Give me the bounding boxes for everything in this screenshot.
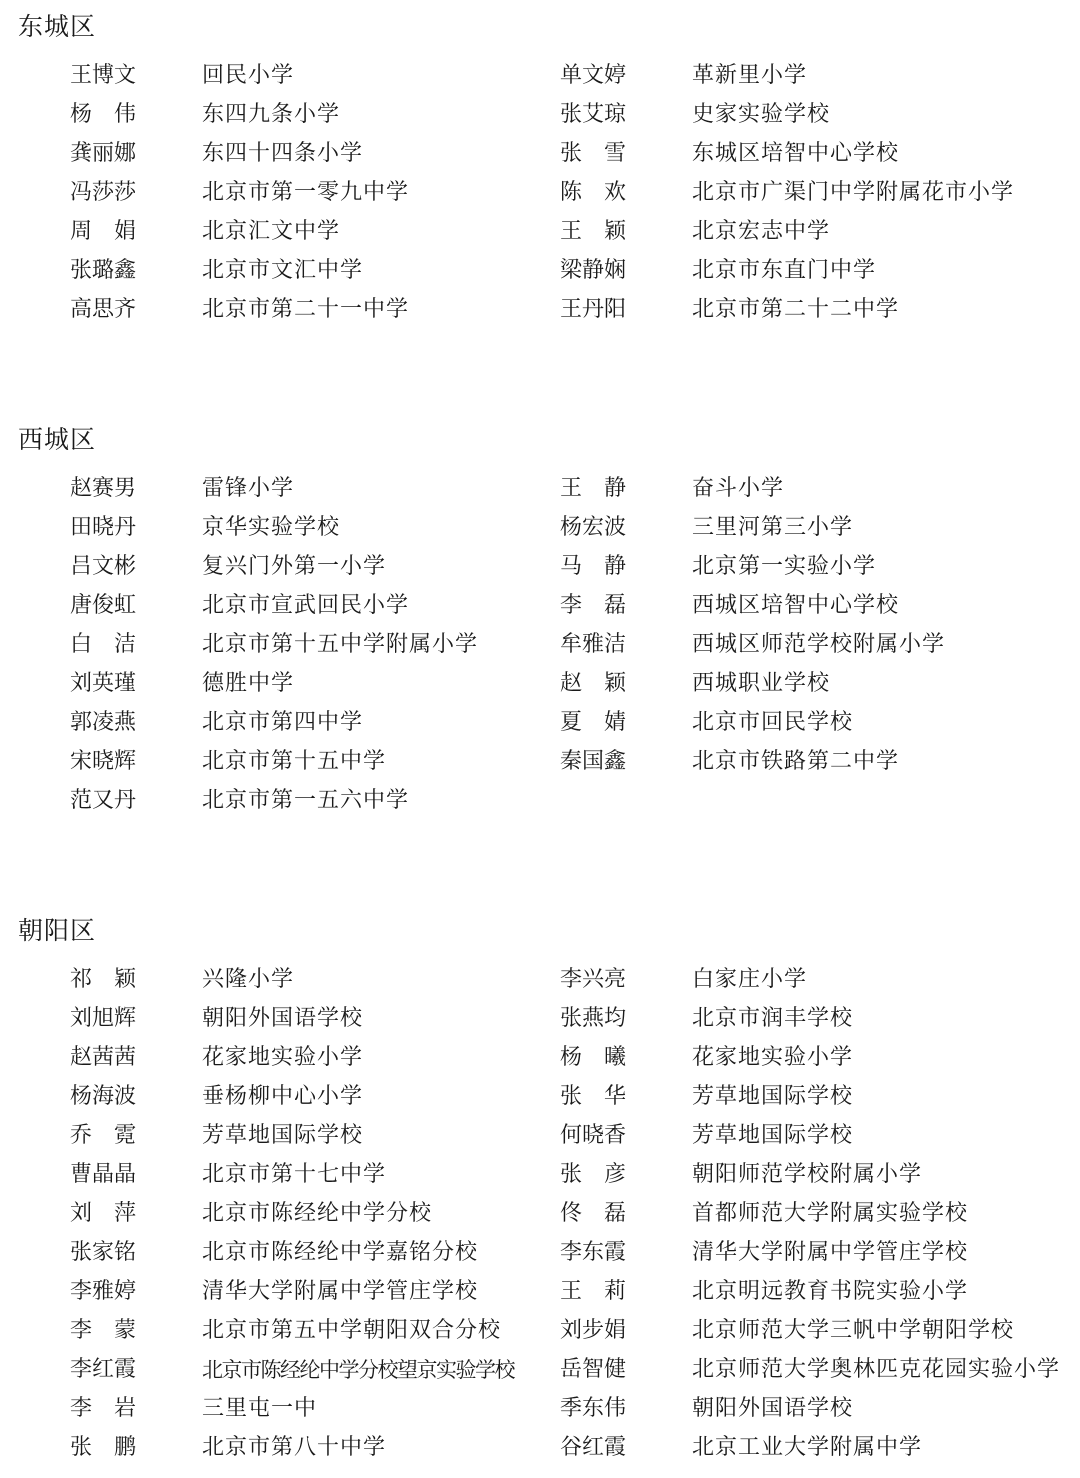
school-name: 朝阳外国语学校	[202, 1006, 364, 1031]
table-row	[0, 965, 1080, 995]
school-name: 北京市陈经纶中学分校望京实验学校	[202, 1358, 514, 1382]
teacher-name: 李 磊	[560, 593, 627, 618]
teacher-name: 张 彦	[560, 1162, 627, 1187]
teacher-name: 宋晓辉	[70, 749, 137, 774]
teacher-name: 唐俊虹	[70, 593, 137, 618]
teacher-name: 范又丹	[70, 788, 137, 813]
table-row	[0, 178, 1080, 208]
school-name: 西城职业学校	[692, 671, 831, 696]
teacher-name: 白 洁	[70, 632, 137, 657]
teacher-name: 高思齐	[70, 297, 137, 322]
school-name: 史家实验学校	[692, 102, 831, 127]
teacher-name: 杨 曦	[560, 1045, 627, 1070]
table-row	[0, 256, 1080, 286]
table-row	[0, 1394, 1080, 1424]
school-name: 北京市润丰学校	[692, 1006, 854, 1031]
school-name: 朝阳外国语学校	[692, 1396, 854, 1421]
teacher-name: 龚丽娜	[70, 141, 137, 166]
school-name: 德胜中学	[202, 671, 295, 696]
table-row	[0, 1043, 1080, 1073]
table-row	[0, 100, 1080, 130]
table-row	[0, 1238, 1080, 1268]
teacher-name: 季东伟	[560, 1396, 627, 1421]
school-name: 复兴门外第一小学	[202, 554, 387, 579]
school-name: 芳草地国际学校	[692, 1084, 854, 1109]
teacher-name: 李雅婷	[70, 1279, 137, 1304]
teacher-name: 冯莎莎	[70, 180, 137, 205]
table-row	[0, 708, 1080, 738]
school-name: 白家庄小学	[692, 967, 808, 992]
district-title: 东城区	[18, 12, 97, 41]
teacher-name: 马 静	[560, 554, 627, 579]
teacher-name: 张璐鑫	[70, 258, 137, 283]
teacher-name: 张家铭	[70, 1240, 137, 1265]
school-name: 北京市第二十一中学	[202, 297, 410, 322]
teacher-name: 张艾琼	[560, 102, 627, 127]
teacher-name: 赵赛男	[70, 476, 137, 501]
teacher-name: 单文婷	[560, 63, 627, 88]
school-name: 东城区培智中心学校	[692, 141, 900, 166]
school-name: 北京市陈经纶中学分校	[202, 1201, 433, 1226]
school-name: 西城区培智中心学校	[692, 593, 900, 618]
school-name: 北京市回民学校	[692, 710, 854, 735]
teacher-name: 刘步娟	[560, 1318, 627, 1343]
teacher-name: 刘 萍	[70, 1201, 137, 1226]
table-row	[0, 217, 1080, 247]
school-name: 北京明远教育书院实验小学	[692, 1279, 969, 1304]
school-name: 西城区师范学校附属小学	[692, 632, 946, 657]
school-name: 首都师范大学附属实验学校	[692, 1201, 969, 1226]
teacher-name: 王 静	[560, 476, 627, 501]
school-name: 兴隆小学	[202, 967, 295, 992]
teacher-name: 祁 颖	[70, 967, 137, 992]
teacher-name: 牟雅洁	[560, 632, 627, 657]
teacher-name: 田晓丹	[70, 515, 137, 540]
table-row	[0, 1121, 1080, 1151]
school-name: 北京市宣武回民小学	[202, 593, 410, 618]
teacher-name: 王 颖	[560, 219, 627, 244]
teacher-name: 周 娟	[70, 219, 137, 244]
school-name: 北京市陈经纶中学嘉铭分校	[202, 1240, 479, 1265]
teacher-name: 乔 霓	[70, 1123, 137, 1148]
teacher-name: 李东霞	[560, 1240, 627, 1265]
table-row	[0, 1160, 1080, 1190]
teacher-name: 张燕均	[560, 1006, 627, 1031]
teacher-name: 曹晶晶	[70, 1162, 137, 1187]
table-row	[0, 1082, 1080, 1112]
teacher-name: 赵 颖	[560, 671, 627, 696]
table-row	[0, 1355, 1080, 1385]
teacher-name: 岳智健	[560, 1357, 627, 1382]
teacher-name: 李 蒙	[70, 1318, 137, 1343]
teacher-name: 张 华	[560, 1084, 627, 1109]
teacher-name: 刘旭辉	[70, 1006, 137, 1031]
teacher-name: 夏 婧	[560, 710, 627, 735]
table-row	[0, 1199, 1080, 1229]
teacher-name: 赵茜茜	[70, 1045, 137, 1070]
school-name: 花家地实验小学	[692, 1045, 854, 1070]
school-name: 三里屯一中	[202, 1396, 318, 1421]
school-name: 北京市东直门中学	[692, 258, 877, 283]
teacher-name: 张 鹏	[70, 1435, 137, 1460]
school-name: 垂杨柳中心小学	[202, 1084, 364, 1109]
school-name: 朝阳师范学校附属小学	[692, 1162, 923, 1187]
school-name: 清华大学附属中学管庄学校	[692, 1240, 969, 1265]
school-name: 雷锋小学	[202, 476, 295, 501]
school-name: 三里河第三小学	[692, 515, 854, 540]
teacher-name: 张 雪	[560, 141, 627, 166]
school-name: 回民小学	[202, 63, 295, 88]
teacher-name: 秦国鑫	[560, 749, 627, 774]
school-name: 北京市广渠门中学附属花市小学	[692, 180, 1015, 205]
school-name: 花家地实验小学	[202, 1045, 364, 1070]
teacher-name: 杨海波	[70, 1084, 137, 1109]
school-name: 北京市第四中学	[202, 710, 364, 735]
school-name: 芳草地国际学校	[202, 1123, 364, 1148]
school-name: 北京市第五中学朝阳双合分校	[202, 1318, 502, 1343]
school-name: 北京市第十七中学	[202, 1162, 387, 1187]
teacher-name: 杨宏波	[560, 515, 627, 540]
table-row	[0, 139, 1080, 169]
table-row	[0, 591, 1080, 621]
table-row	[0, 513, 1080, 543]
teacher-name: 王丹阳	[560, 297, 627, 322]
table-row	[0, 1433, 1080, 1463]
teacher-name: 陈 欢	[560, 180, 627, 205]
school-name: 东四九条小学	[202, 102, 341, 127]
school-name: 北京市第一零九中学	[202, 180, 410, 205]
table-row	[0, 747, 1080, 777]
school-name: 北京市文汇中学	[202, 258, 364, 283]
teacher-name: 王博文	[70, 63, 137, 88]
teacher-name: 李兴亮	[560, 967, 627, 992]
school-name: 北京师范大学三帆中学朝阳学校	[692, 1318, 1015, 1343]
school-name: 北京市第一五六中学	[202, 788, 410, 813]
school-name: 北京市第十五中学	[202, 749, 387, 774]
table-row	[0, 630, 1080, 660]
school-name: 北京工业大学附属中学	[692, 1435, 923, 1460]
school-name: 北京市第八十中学	[202, 1435, 387, 1460]
table-row	[0, 669, 1080, 699]
teacher-name: 梁静娴	[560, 258, 627, 283]
school-name: 革新里小学	[692, 63, 808, 88]
teacher-name: 何晓香	[560, 1123, 627, 1148]
teacher-name: 吕文彬	[70, 554, 137, 579]
teacher-name: 刘英瑾	[70, 671, 137, 696]
teacher-name: 李红霞	[70, 1357, 137, 1382]
school-name: 清华大学附属中学管庄学校	[202, 1279, 479, 1304]
school-name: 北京市铁路第二中学	[692, 749, 900, 774]
table-row	[0, 786, 1080, 816]
school-name: 北京宏志中学	[692, 219, 831, 244]
school-name: 奋斗小学	[692, 476, 785, 501]
teacher-name: 王 莉	[560, 1279, 627, 1304]
school-name: 东四十四条小学	[202, 141, 364, 166]
teacher-name: 佟 磊	[560, 1201, 627, 1226]
table-row	[0, 1004, 1080, 1034]
school-name: 北京第一实验小学	[692, 554, 877, 579]
table-row	[0, 295, 1080, 325]
district-title: 朝阳区	[18, 916, 97, 945]
school-name: 京华实验学校	[202, 515, 341, 540]
district-title: 西城区	[18, 425, 97, 454]
school-name: 芳草地国际学校	[692, 1123, 854, 1148]
table-row	[0, 1316, 1080, 1346]
table-row	[0, 61, 1080, 91]
school-name: 北京师范大学奥林匹克花园实验小学	[692, 1357, 1061, 1382]
school-name: 北京市第十五中学附属小学	[202, 632, 479, 657]
table-row	[0, 474, 1080, 504]
table-row	[0, 552, 1080, 582]
school-name: 北京汇文中学	[202, 219, 341, 244]
table-row	[0, 1277, 1080, 1307]
school-name: 北京市第二十二中学	[692, 297, 900, 322]
teacher-name: 谷红霞	[560, 1435, 627, 1460]
teacher-name: 郭凌燕	[70, 710, 137, 735]
teacher-name: 李 岩	[70, 1396, 137, 1421]
teacher-name: 杨 伟	[70, 102, 137, 127]
